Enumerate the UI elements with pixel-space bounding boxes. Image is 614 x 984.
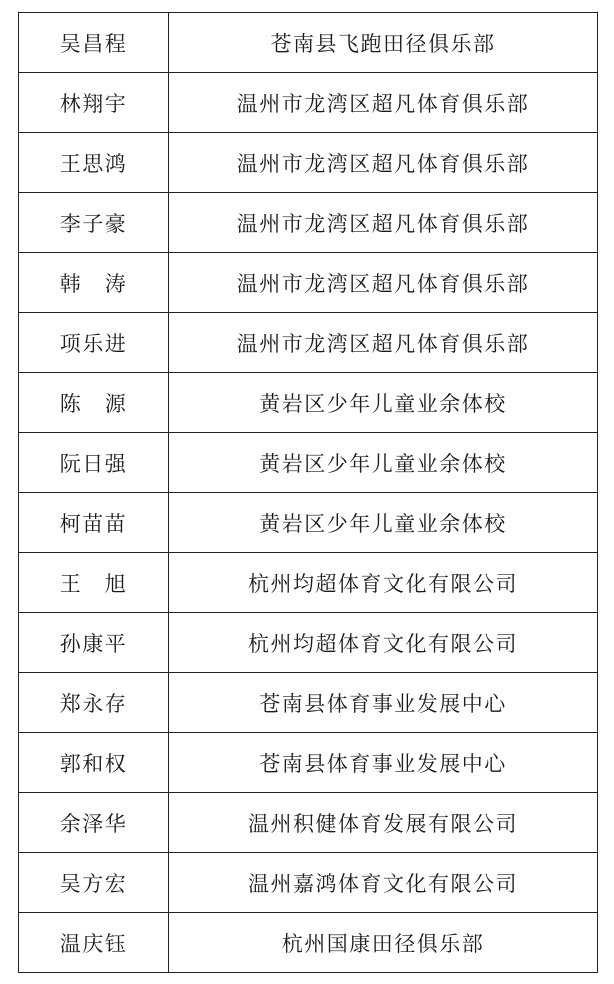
- athlete-name-cell: 温庆钰: [19, 913, 169, 973]
- organization-cell: 杭州国康田径俱乐部: [169, 913, 598, 973]
- table-row: [19, 613, 598, 673]
- organization-cell: 苍南县体育事业发展中心: [169, 733, 598, 793]
- organization-cell: 黄岩区少年儿童业余体校: [169, 433, 598, 493]
- table-row: [19, 253, 598, 313]
- table-row: [19, 733, 598, 793]
- athlete-name-cell: 项乐进: [19, 313, 169, 373]
- table-row: [19, 853, 598, 913]
- athlete-name-cell: 王思鸿: [19, 133, 169, 193]
- athlete-name-cell: 吴方宏: [19, 853, 169, 913]
- table-row: [19, 193, 598, 253]
- athlete-roster-table: [18, 12, 598, 973]
- organization-cell: 温州积健体育发展有限公司: [169, 793, 598, 853]
- table-row: [19, 673, 598, 733]
- organization-cell: 温州市龙湾区超凡体育俱乐部: [169, 133, 598, 193]
- athlete-name-cell: 阮日强: [19, 433, 169, 493]
- organization-cell: 温州市龙湾区超凡体育俱乐部: [169, 313, 598, 373]
- athlete-name-cell: 吴昌程: [19, 13, 169, 73]
- athlete-name-cell: 韩 涛: [19, 253, 169, 313]
- table-row: [19, 313, 598, 373]
- organization-cell: 苍南县体育事业发展中心: [169, 673, 598, 733]
- organization-cell: 温州嘉鸿体育文化有限公司: [169, 853, 598, 913]
- athlete-name-cell: 郭和权: [19, 733, 169, 793]
- athlete-name-cell: 孙康平: [19, 613, 169, 673]
- organization-cell: 黄岩区少年儿童业余体校: [169, 373, 598, 433]
- athlete-name-cell: 李子豪: [19, 193, 169, 253]
- athlete-name-cell: 林翔宇: [19, 73, 169, 133]
- athlete-name-cell: 王 旭: [19, 553, 169, 613]
- organization-cell: 苍南县飞跑田径俱乐部: [169, 13, 598, 73]
- table-row: [19, 13, 598, 73]
- table-row: [19, 373, 598, 433]
- organization-cell: 温州市龙湾区超凡体育俱乐部: [169, 253, 598, 313]
- athlete-name-cell: 郑永存: [19, 673, 169, 733]
- table-row: [19, 793, 598, 853]
- table-row: [19, 133, 598, 193]
- roster-table-body: [19, 13, 598, 973]
- organization-cell: 温州市龙湾区超凡体育俱乐部: [169, 193, 598, 253]
- organization-cell: 杭州均超体育文化有限公司: [169, 613, 598, 673]
- table-row: [19, 553, 598, 613]
- athlete-name-cell: 柯苗苗: [19, 493, 169, 553]
- table-row: [19, 73, 598, 133]
- table-row: [19, 493, 598, 553]
- athlete-name-cell: 余泽华: [19, 793, 169, 853]
- table-row: [19, 433, 598, 493]
- athlete-name-cell: 陈 源: [19, 373, 169, 433]
- organization-cell: 杭州均超体育文化有限公司: [169, 553, 598, 613]
- table-row: [19, 913, 598, 973]
- organization-cell: 黄岩区少年儿童业余体校: [169, 493, 598, 553]
- organization-cell: 温州市龙湾区超凡体育俱乐部: [169, 73, 598, 133]
